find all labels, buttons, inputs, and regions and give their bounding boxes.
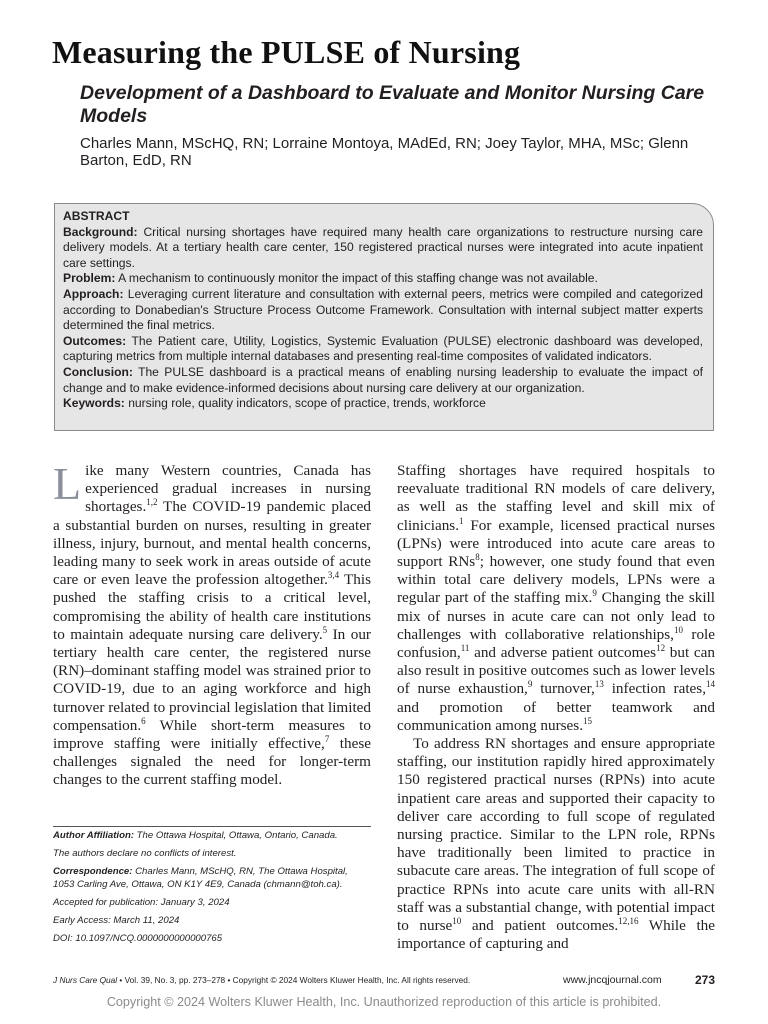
citation-superscript: 1,2: [146, 497, 158, 508]
abstract-text: Critical nursing shortages have required many health care organizations to restructure nursing care delivery models. At a tertiary health care center, 150 registered practical nurses were integrated into acute inpatient care settings.: [63, 224, 703, 270]
abstract-label: Outcomes:: [63, 333, 127, 348]
footnote-text: The Ottawa Hospital, Ottawa, Ontario, Canada.: [136, 830, 338, 841]
journal-url[interactable]: www.jncqjournal.com: [563, 974, 662, 986]
footnotes: [53, 830, 371, 951]
citation-superscript: 9: [527, 679, 533, 690]
abstract-text: The PULSE dashboard is a practical means of enabling nursing leadership to evaluate the impact of change and to make evidence-informed decisions about nursing care delivery at our organization.: [63, 364, 703, 395]
abstract-problem: [63, 271, 703, 287]
abstract-label: Conclusion:: [63, 364, 133, 379]
page-number: 273: [694, 973, 715, 987]
page-footer: [53, 974, 715, 988]
abstract-label: Background:: [63, 224, 138, 239]
abstract-label: Problem:: [63, 271, 116, 286]
drop-cap: L: [53, 458, 82, 509]
abstract-background: [63, 225, 703, 272]
article-subtitle: Development of a Dashboard to Evaluate and Monitor Nursing Care Models: [80, 82, 705, 127]
body-column-left: [53, 458, 372, 790]
body-paragraph: To address RN shortages and ensure appropriate staffing, our institution rapidly hired approximately 150 registered practical nurses (RPNs) into acute inpatient care areas and supported their capacity to deliver care according to full scope of regulated nursing practice. Similar to the LPN role, RPNs have traditionally been limited to practice in subacute care areas. The integration of full scope of practice RPNs into acute care units with all-RN staff was a substantial change, with potential impact to nurse$^{10}$ and patient outcomes.$^{12,16}$ While the importance of capturing and: [397, 735, 715, 953]
citation-superscript: 1: [459, 515, 464, 526]
citation-superscript: 10: [673, 624, 683, 635]
abstract-text: The Patient care, Utility, Logistics, Systemic Evaluation (PULSE) electronic dashboard was developed, capturing metrics from multiple internal databases and presenting real-time composites of validated indicators.: [63, 333, 703, 364]
article-title: Measuring the PULSE of Nursing: [52, 34, 521, 70]
copyright-notice: Copyright © 2024 Wolters Kluwer Health, Inc. Unauthorized reproduction of this article is prohibited.: [106, 995, 662, 1009]
doi: DOI: 10.1097/NCQ.0000000000000765: [53, 932, 223, 944]
citation-superscript: 7: [324, 733, 330, 744]
citation-superscript: 8: [475, 551, 480, 562]
citation-superscript: 6: [141, 715, 146, 726]
citation-superscript: 11: [460, 642, 470, 653]
abstract-label: Keywords:: [63, 396, 125, 411]
citation-superscript: 10: [452, 916, 462, 927]
abstract-heading: ABSTRACT: [63, 209, 130, 223]
citation-superscript: 12: [656, 642, 666, 653]
body-column-right: [397, 462, 715, 953]
citation-text: • Vol. 39, No. 3, pp. 273–278 • Copyright © 2024 Wolters Kluwer Health, Inc. All rights reserved.: [117, 975, 471, 985]
citation-superscript: 13: [594, 679, 604, 690]
abstract-text: Leveraging current literature and consultation with external peers, metrics were compiled and categorized according to Donabedian's Structure Process Outcome Framework. Consultation with internal subject matter experts determined the final metrics.: [63, 286, 703, 333]
abstract-box: [54, 203, 714, 431]
abstract-label: Approach:: [63, 286, 124, 301]
abstract-conclusion: [63, 365, 703, 396]
footnote-text: Charles Mann, MScHQ, RN, The Ottawa Hospital, 1053 Carling Ave, Ottawa, ON K1Y 4E9, Canada (chmann@toh.ca).: [53, 866, 348, 890]
author-affiliation: [53, 830, 371, 843]
correspondence: [53, 866, 371, 891]
accepted-date: Accepted for publication: January 3, 2024: [53, 896, 230, 908]
author-list: Charles Mann, MScHQ, RN; Lorraine Montoya, MAdEd, RN; Joey Taylor, MHA, MSc; Glenn Barton, EdD, RN: [80, 135, 689, 169]
footnote-label: Author Affiliation:: [53, 830, 134, 841]
journal-citation: [53, 975, 470, 985]
citation-superscript: 15: [583, 715, 593, 726]
footnote-label: Correspondence:: [53, 866, 133, 877]
citation-superscript: 9: [592, 588, 597, 599]
early-access-date: Early Access: March 11, 2024: [53, 914, 180, 926]
abstract-approach: [63, 287, 703, 334]
journal-name: J Nurs Care Qual: [53, 975, 118, 985]
abstract-text: A mechanism to continuously monitor the impact of this staffing change was not available.: [118, 271, 598, 286]
abstract-outcomes: [63, 334, 703, 365]
citation-superscript: 5: [322, 624, 328, 635]
abstract-keywords: [63, 396, 703, 412]
abstract-text: nursing role, quality indicators, scope of practice, trends, workforce: [128, 396, 486, 411]
citation-superscript: 3,4: [327, 570, 340, 581]
body-paragraph: [53, 458, 372, 790]
citation-superscript: 14: [706, 679, 716, 690]
paragraph-text: ike many Western countries, Canada has experienced gradual increases in nursing shortages.$^{1,2}$ The COVID-19 pandemic placed a substantial burden on nurses, resulting in greater illness, injury, burnout, and mental health concerns, leading many to seek work in areas outside of acute care or even leave the profession altogether.$^{3,4}$ This pushed the staffing crisis to a critical level, compromising the ability of health care institutions to maintain adequate nursing care delivery.$^5$ In our tertiary health care center, the registered nurse (RN)–dominant staffing model was strained prior to COVID-19, due to an aging workforce and high turnover related to provincial legislation that limited compensation.$^6$ While short-term measures to improve staffing were initially effective,$^7$ these challenges signaled the need for longer-term changes to the current staffing model.: [53, 462, 372, 789]
body-paragraph: Staffing shortages have required hospitals to reevaluate traditional RN models of care delivery, as well as the staffing level and skill mix of clinicians.$^1$ For example, licensed practical nurses (LPNs) were introduced into acute care areas to support RNs$^8$; however, one study found that even within total care delivery models, LPNs were a regular part of the staffing mix.$^9$ Changing the skill mix of nurses in acute care can not only lead to challenges with collaborative relationships,$^{10}$ role confusion,$^{11}$ and adverse patient outcomes$^{12}$ but can also result in positive outcomes such as lower levels of nurse exhaustion,$^9$ turnover,$^{13}$ infection rates,$^{14}$ and promotion of better teamwork and communication among nurses.$^{15}$: [397, 462, 716, 734]
citation-superscript: 12,16: [618, 916, 639, 927]
footnote-divider: [53, 826, 371, 827]
conflict-statement: The authors declare no conflicts of interest.: [53, 848, 237, 859]
